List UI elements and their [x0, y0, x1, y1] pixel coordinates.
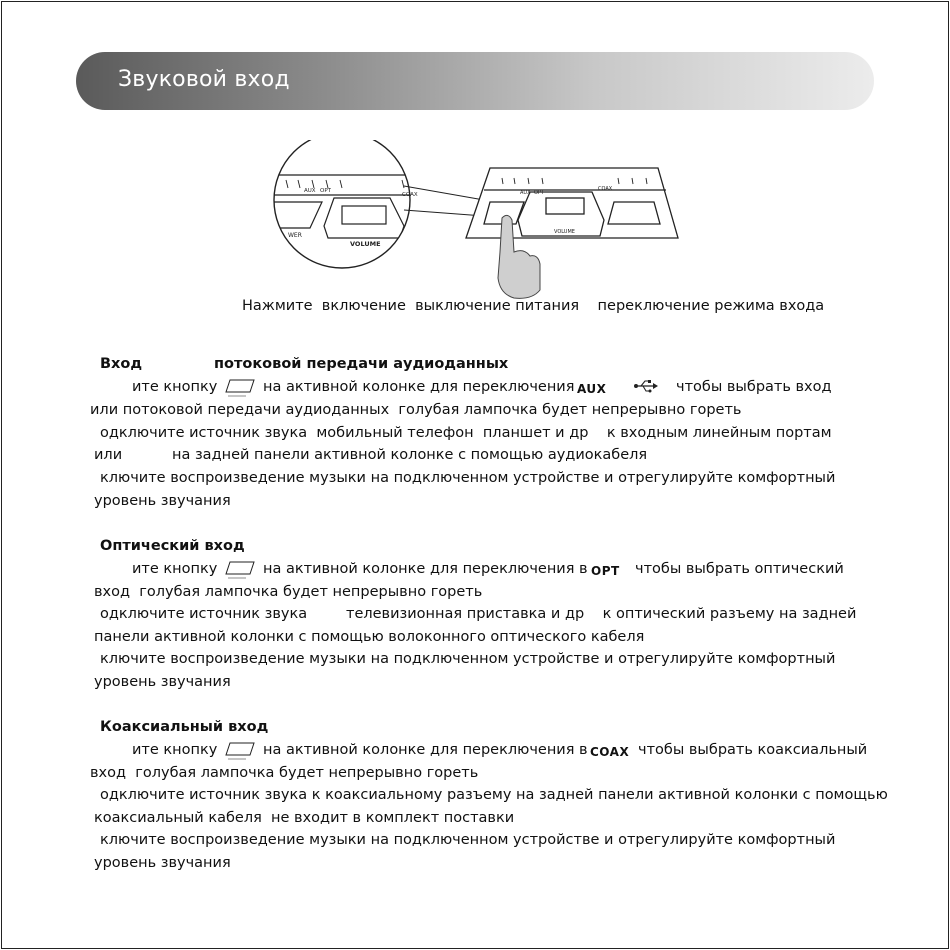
aux-tag: AUX [577, 382, 607, 396]
coaxial-heading: Коаксиальный вход [100, 719, 269, 735]
mode-button-icon [224, 741, 256, 761]
aux-line1-b: на активной колонке для переключения [263, 379, 575, 395]
coaxial-tag: COAX [590, 745, 630, 759]
optical-heading: Оптический вход [100, 538, 245, 554]
coaxial-line1-a: ите кнопку [132, 742, 218, 758]
optical-line3-b: телевизионная приставка и др к оптический разъему на задней [346, 606, 857, 622]
optical-line4: панели активной колонки с помощью волоконного оптического кабеля [94, 629, 645, 645]
coaxial-line1-c: чтобы выбрать коаксиальный [638, 742, 868, 758]
optical-tag: OPT [591, 564, 620, 578]
aux-heading-a: Вход [100, 356, 143, 372]
aux-line1-a: ите кнопку [132, 379, 218, 395]
zoom-circle [262, 140, 434, 268]
coaxial-line3: одключите источник звука к коаксиальному разъему на задней панели активной колонки с помощью [100, 787, 888, 803]
speaker-coax-label: COAX [598, 186, 613, 192]
aux-heading-b: потоковой передачи аудиоданных [214, 356, 509, 372]
aux-line1-c: чтобы выбрать вход [676, 379, 832, 395]
coaxial-line1-b: на активной колонке для переключения в [263, 742, 588, 758]
zoom-opt-label: OPT [320, 188, 332, 194]
coaxial-line5: ключите воспроизведение музыки на подключенном устройстве и отрегулируйте комфортный [100, 832, 836, 848]
coaxial-line6: уровень звучания [94, 855, 231, 871]
mode-button-icon [224, 378, 256, 398]
page-title: Звуковой вход [118, 67, 290, 92]
control-panel-diagram [262, 140, 692, 300]
zoom-volume-label: VOLUME [350, 240, 381, 248]
zoom-power-label: WER [288, 232, 302, 239]
coaxial-line2: вход голубая лампочка будет непрерывно гореть [90, 765, 479, 781]
section-banner [76, 52, 874, 110]
usb-icon [633, 379, 659, 393]
aux-line4-a: или [94, 447, 123, 463]
speaker-aux-label: AUX [520, 190, 531, 196]
mode-button-icon [224, 560, 256, 580]
aux-line5: ключите воспроизведение музыки на подключенном устройстве и отрегулируйте комфортный [100, 470, 836, 486]
optical-line5: ключите воспроизведение музыки на подключенном устройстве и отрегулируйте комфортный [100, 651, 836, 667]
speaker-top-view [466, 168, 678, 238]
speaker-volume-label: VOLUME [554, 229, 575, 235]
optical-line6: уровень звучания [94, 674, 231, 690]
aux-line6: уровень звучания [94, 493, 231, 509]
speaker-opt-label: OPT [534, 190, 545, 196]
coaxial-line4: коаксиальный кабеля не входит в комплект поставки [94, 810, 515, 826]
optical-line1-a: ите кнопку [132, 561, 218, 577]
diagram-caption: Нажмите включение выключение питания переключение режима входа [242, 298, 825, 314]
zoom-aux-label: AUX [304, 188, 316, 194]
zoom-coax-label: COAX [402, 192, 418, 198]
aux-line3: одключите источник звука мобильный телефон планшет и др к входным линейным портам [100, 425, 832, 441]
aux-line2: или потоковой передачи аудиоданных голубая лампочка будет непрерывно гореть [90, 402, 742, 418]
optical-line1-b: на активной колонке для переключения в [263, 561, 588, 577]
aux-line4-b: на задней панели активной колонке с помощью аудиокабеля [172, 447, 648, 463]
optical-line2: вход голубая лампочка будет непрерывно гореть [94, 584, 483, 600]
optical-line1-c: чтобы выбрать оптический [635, 561, 844, 577]
optical-line3-a: одключите источник звука [100, 606, 308, 622]
